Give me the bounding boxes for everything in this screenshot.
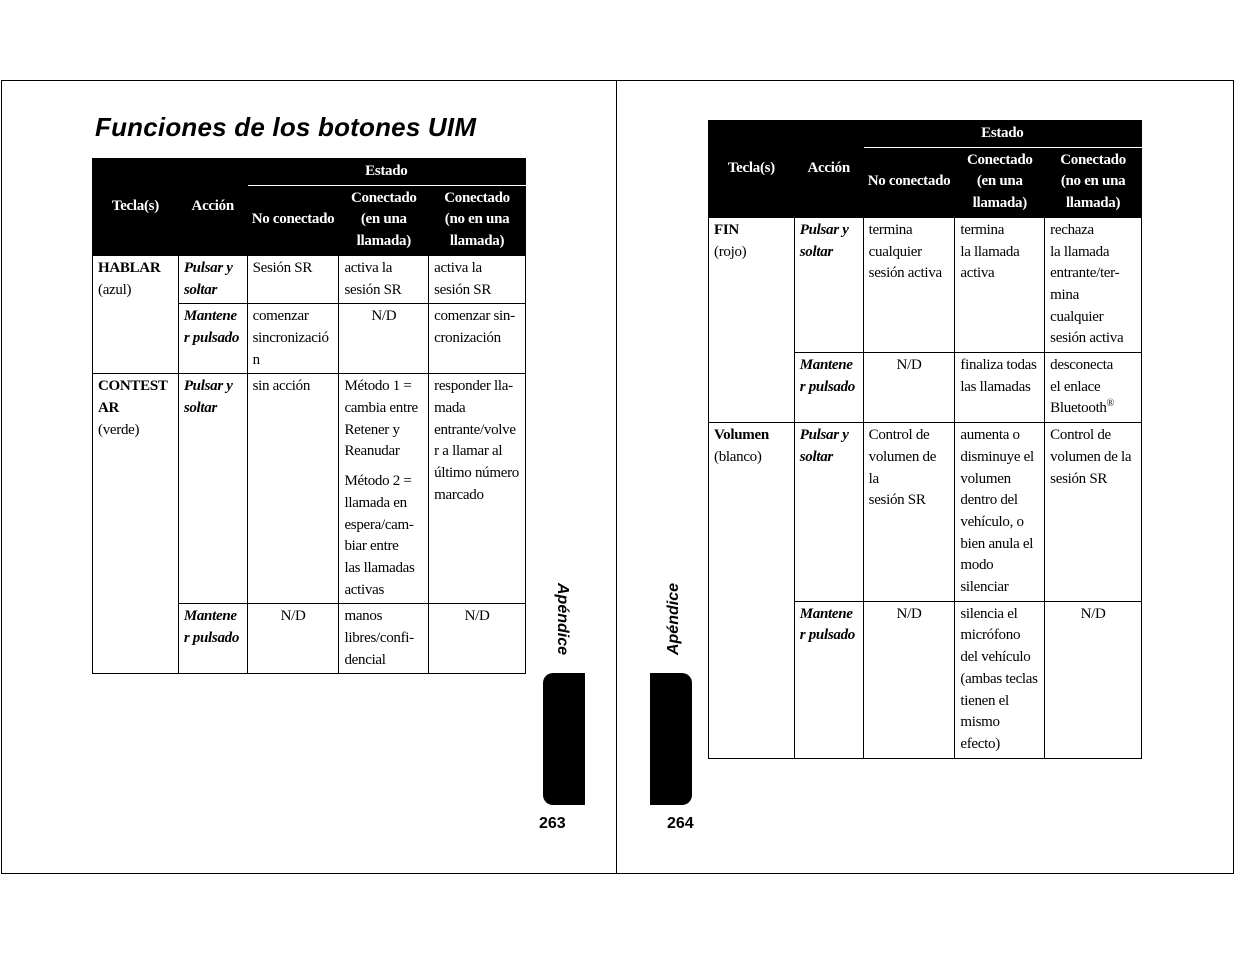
appendix-thumb-tab-left <box>543 673 585 805</box>
header-action: Acción <box>794 121 863 218</box>
cell-in-call: aumenta o disminuye el volumen dentro del vehículo, o bien anula el modo silenciar <box>955 423 1045 602</box>
action-hold: Mantene r pulsado <box>794 601 863 758</box>
action-press: Pulsar y soltar <box>794 217 863 352</box>
cell-not-in-call: responder lla- mada entrante/volve r a llamar al último número marcado <box>429 374 526 604</box>
cell-not-in-call: desconecta el enlace Bluetooth® <box>1045 353 1142 423</box>
cell-not-connected: termina cualquier sesión activa <box>863 217 955 352</box>
cell-not-in-call: N/D <box>1045 601 1142 758</box>
key-volumen: Volumen (blanco) <box>709 423 795 759</box>
cell-in-call: finaliza todas las llamadas <box>955 353 1045 423</box>
cell-not-in-call: rechaza la llamada entrante/ter- mina cualquier sesión activa <box>1045 217 1142 352</box>
header-not-connected: No conectado <box>863 147 955 217</box>
action-hold: Mantene r pulsado <box>178 304 247 374</box>
cell-in-call: silencia el micrófono del vehículo (ambas teclas tienen el mismo efecto) <box>955 601 1045 758</box>
cell-not-in-call: Control de volumen de la sesión SR <box>1045 423 1142 602</box>
key-hablar: HABLAR (azul) <box>93 255 179 374</box>
page-title: Funciones de los botones UIM <box>95 112 477 142</box>
header-connected-not-in-call: Conectado (no en una llamada) <box>1045 147 1142 217</box>
header-state: Estado <box>863 121 1141 148</box>
page-number-right: 264 <box>667 815 694 832</box>
page-divider <box>616 80 617 874</box>
header-state: Estado <box>247 159 525 186</box>
cell-not-connected: Control de volumen de la sesión SR <box>863 423 955 602</box>
cell-in-call: termina la llamada activa <box>955 217 1045 352</box>
action-press: Pulsar y soltar <box>178 374 247 604</box>
action-hold: Mantene r pulsado <box>178 604 247 674</box>
left-button-table <box>92 158 526 674</box>
cell-not-connected: N/D <box>247 604 339 674</box>
cell-not-in-call: N/D <box>429 604 526 674</box>
method-1: Método 1 = cambia entre Retener y Reanudar <box>344 378 418 460</box>
action-press: Pulsar y soltar <box>178 255 247 303</box>
appendix-side-label-right: Apéndice <box>665 583 682 656</box>
method-2: Método 2 = llamada en espera/cam- biar entre las llamadas activas <box>344 473 415 598</box>
right-button-table <box>708 120 1142 759</box>
table-row <box>709 217 1142 352</box>
key-fin: FIN (rojo) <box>709 217 795 422</box>
action-hold: Mantene r pulsado <box>794 353 863 423</box>
header-not-connected: No conectado <box>247 185 339 255</box>
cell-not-in-call: comenzar sin- cronización <box>429 304 526 374</box>
header-key: Tecla(s) <box>93 159 179 256</box>
appendix-side-label-left: Apéndice <box>554 582 571 655</box>
cell-in-call: activa la sesión SR <box>339 255 429 303</box>
table-row <box>93 255 526 303</box>
cell-in-call <box>339 374 429 604</box>
registered-mark: ® <box>1106 398 1114 410</box>
header-action: Acción <box>178 159 247 256</box>
cell-in-call: manos libres/confi- dencial <box>339 604 429 674</box>
appendix-thumb-tab-right <box>650 673 692 805</box>
cell-not-connected: comenzar sincronizació n <box>247 304 339 374</box>
cell-not-connected: sin acción <box>247 374 339 604</box>
header-key: Tecla(s) <box>709 121 795 218</box>
key-contestar: CONTEST AR (verde) <box>93 374 179 674</box>
cell-not-in-call: activa la sesión SR <box>429 255 526 303</box>
table-row <box>93 374 526 604</box>
header-connected-not-in-call: Conectado (no en una llamada) <box>429 185 526 255</box>
cell-not-connected: N/D <box>863 601 955 758</box>
cell-in-call: N/D <box>339 304 429 374</box>
header-connected-in-call: Conectado (en una llamada) <box>339 185 429 255</box>
action-press: Pulsar y soltar <box>794 423 863 602</box>
page-number-left: 263 <box>539 815 566 832</box>
cell-not-connected: N/D <box>863 353 955 423</box>
cell-not-connected: Sesión SR <box>247 255 339 303</box>
header-connected-in-call: Conectado (en una llamada) <box>955 147 1045 217</box>
table-row <box>709 423 1142 602</box>
